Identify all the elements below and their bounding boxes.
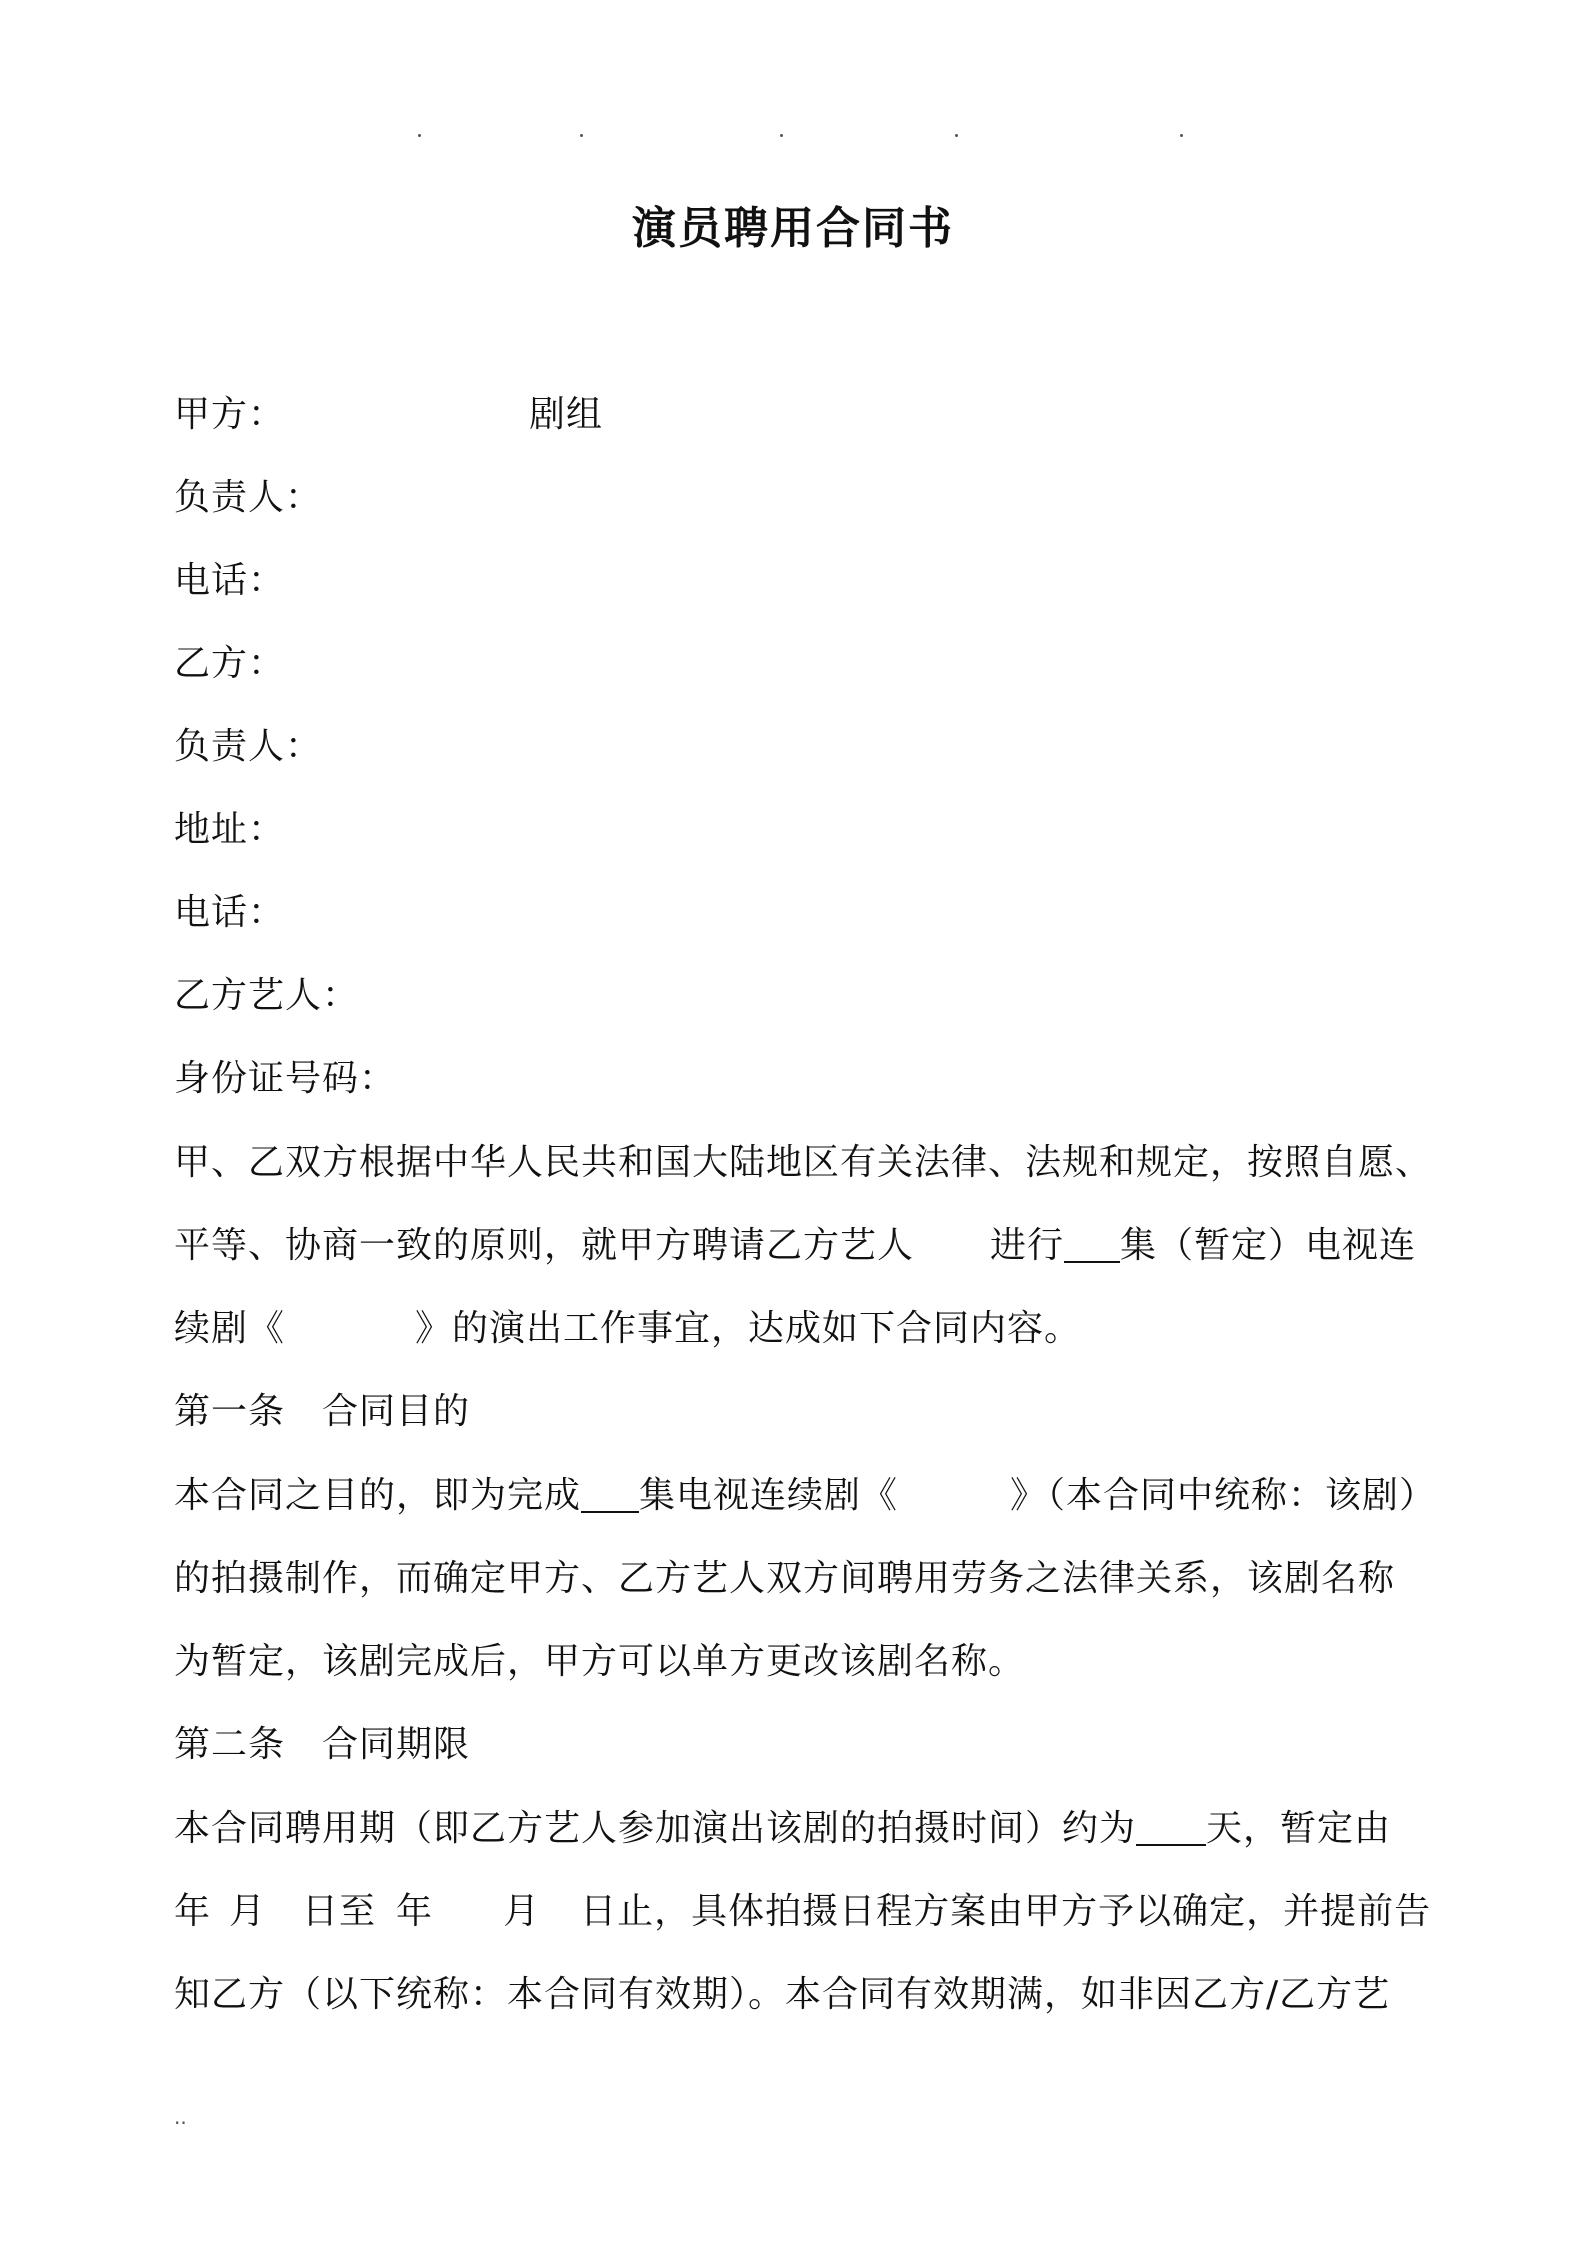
party-b-phone-label: 电话： <box>174 892 286 933</box>
preamble-text: 续剧《 <box>174 1308 286 1349</box>
article-text: 本合同之目的，即为完成 <box>174 1475 582 1516</box>
footer-mark: .. <box>174 2105 187 2129</box>
party-a-phone-label: 电话： <box>174 560 286 601</box>
article-1-line-1 <box>174 1474 1436 1518</box>
article-text: 天，暂定由 <box>1206 1808 1392 1849</box>
party-b-address-label: 地址： <box>174 809 286 850</box>
party-a-value: 剧组 <box>529 394 604 435</box>
days-blank <box>1136 1808 1206 1846</box>
article-2-line-2 <box>174 1890 1431 1934</box>
header-dot <box>418 134 421 137</box>
article-text: 》（本合同中统称：该剧） <box>1010 1475 1437 1516</box>
preamble-line-1: 甲、乙双方根据中华人民共和国大陆地区有关法律、法规和规定，按照自愿、 <box>174 1142 1433 1183</box>
date-month: 月 <box>503 1891 541 1932</box>
preamble-line-3 <box>174 1307 1081 1351</box>
article-1-line-2: 的拍摄制作，而确定甲方、乙方艺人双方间聘用劳务之法律关系，该剧名称 <box>174 1558 1396 1599</box>
article-2-line-1 <box>174 1807 1391 1851</box>
preamble-text: 》的演出工作事宜，达成如下合同内容。 <box>415 1308 1082 1349</box>
article-text: 本合同聘用期（即乙方艺人参加演出该剧的拍摄时间）约为 <box>174 1808 1137 1849</box>
episodes-blank <box>581 1475 639 1513</box>
article-1-line-3: 为暂定，该剧完成后，甲方可以单方更改该剧名称。 <box>174 1641 1026 1682</box>
preamble-text: 集（暂定）电视连 <box>1120 1225 1417 1266</box>
party-b-label: 乙方： <box>174 643 286 684</box>
preamble-text: 进行 <box>990 1225 1065 1266</box>
header-dot <box>780 134 783 137</box>
article-text: 集电视连续剧《 <box>639 1475 899 1516</box>
article-2-line-3: 知乙方（以下统称：本合同有效期）。本合同有效期满，如非因乙方/乙方艺 <box>174 1974 1391 2015</box>
document-title: 演员聘用合同书 <box>632 203 954 254</box>
artist-label: 乙方艺人： <box>174 975 360 1016</box>
article-1-heading: 第一条 合同目的 <box>174 1391 471 1432</box>
date-year: 年 <box>396 1891 434 1932</box>
date-month: 月 <box>229 1891 267 1932</box>
header-dot <box>1180 134 1183 137</box>
episodes-blank <box>1064 1225 1120 1263</box>
preamble-line-2 <box>174 1224 1416 1268</box>
date-day-to: 日至 <box>302 1891 377 1932</box>
article-text: 日止，具体拍摄日程方案由甲方予以确定，并提前告 <box>580 1891 1432 1932</box>
party-a-contact-label: 负责人： <box>174 477 323 518</box>
party-b-contact-label: 负责人： <box>174 726 323 767</box>
header-dot <box>955 134 958 137</box>
preamble-text: 平等、协商一致的原则，就甲方聘请乙方艺人 <box>174 1225 915 1266</box>
party-a-label: 甲方： <box>174 394 286 435</box>
header-dot <box>580 134 583 137</box>
date-year: 年 <box>174 1891 212 1932</box>
article-2-heading: 第二条 合同期限 <box>174 1724 471 1765</box>
party-a-line <box>174 393 603 437</box>
id-number-label: 身份证号码： <box>174 1058 397 1099</box>
